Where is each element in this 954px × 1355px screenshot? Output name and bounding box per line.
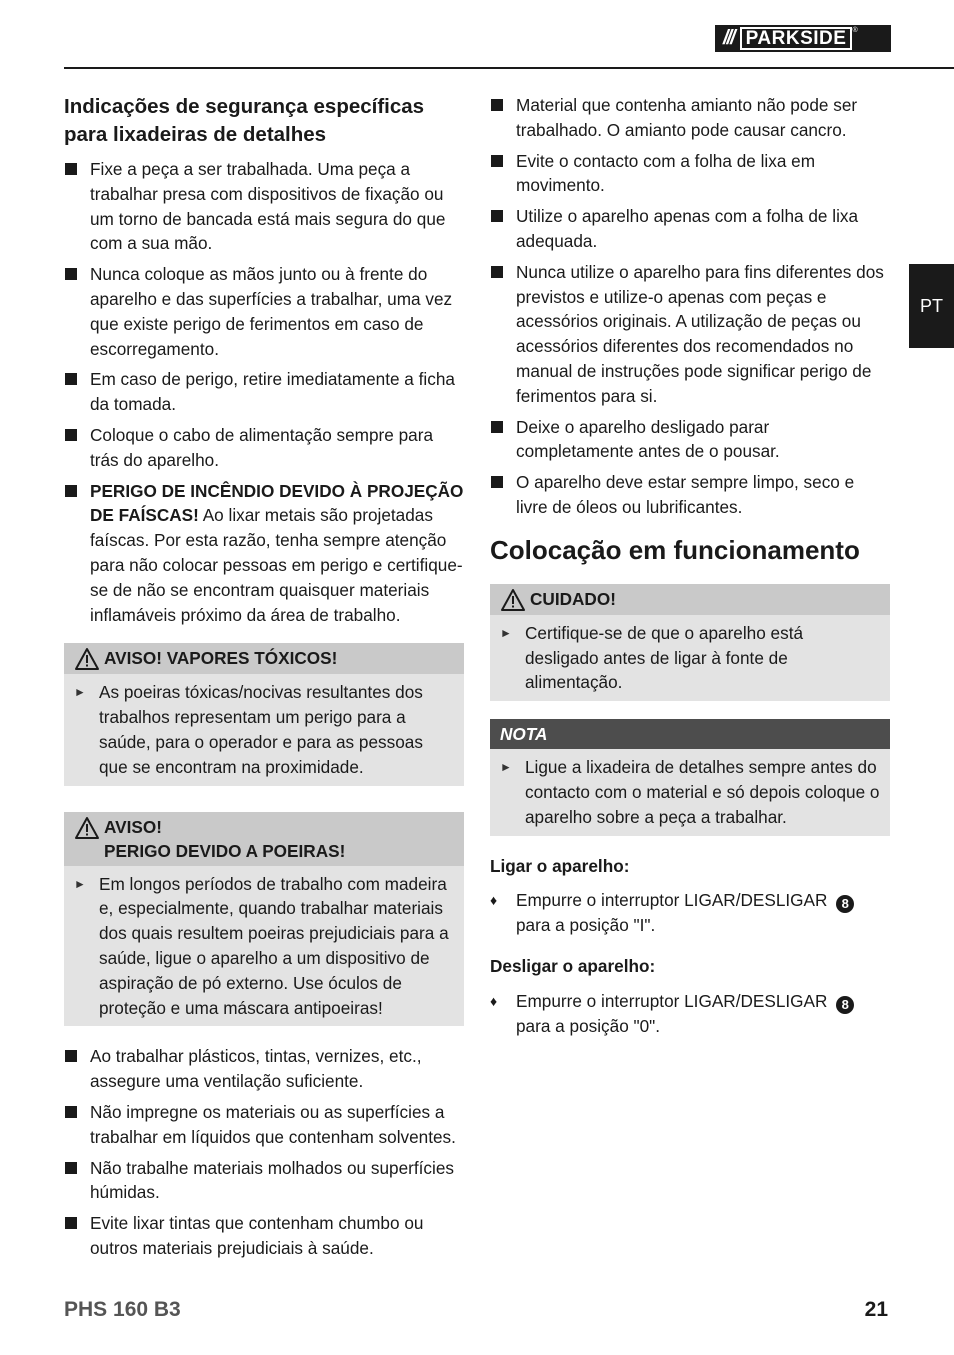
diamond-bullet-icon: ♦ bbox=[490, 892, 498, 909]
list-item-text: Não impregne os materiais ou as superfícies a trabalhar em líquidos que contenham solventes. bbox=[90, 1101, 456, 1147]
list-item bbox=[64, 1211, 464, 1261]
list-item-text: Nunca utilize o aparelho para fins diferentes dos previstos e utilize-o apenas com peças e acessórios originais. A utilização de peças ou acessórios diferentes dos recomendados no manual de instruções pode significar perigo de ferimentos para si. bbox=[516, 261, 884, 406]
warning-triangle-icon bbox=[74, 647, 100, 671]
right-column bbox=[490, 93, 890, 1045]
logo-registered: ® bbox=[852, 27, 858, 34]
list-item bbox=[74, 680, 454, 779]
list-item bbox=[64, 1100, 464, 1150]
switch-on-position: para a posição "I". bbox=[516, 915, 656, 936]
list-item-text: Evite o contacto com a folha de lixa em movimento. bbox=[516, 150, 816, 196]
list-item bbox=[64, 1044, 464, 1094]
warning-title: AVISO! PERIGO DEVIDO A POEIRAS! bbox=[104, 816, 346, 861]
caution-box-body bbox=[490, 615, 890, 701]
list-item-text: Não trabalhe materiais molhados ou superfícies húmidas. bbox=[90, 1157, 454, 1203]
diamond-bullet-icon: ♦ bbox=[490, 992, 498, 1009]
arrow-bullet-icon: ► bbox=[500, 625, 512, 640]
switch-on-heading: Ligar o aparelho: bbox=[490, 855, 630, 876]
warning-box-toxic bbox=[64, 643, 464, 785]
note-box bbox=[490, 719, 890, 835]
switch-off-text: Empurre o interruptor LIGAR/DESLIGAR bbox=[516, 990, 828, 1011]
switch-off-heading: Desligar o aparelho: bbox=[490, 956, 656, 977]
left-column bbox=[64, 93, 464, 1267]
warning-box-dust bbox=[64, 812, 464, 1027]
list-item bbox=[490, 93, 890, 143]
warning-box-header bbox=[64, 643, 464, 674]
list-item bbox=[500, 621, 880, 695]
logo-slashes: /// bbox=[723, 27, 734, 49]
note-text: Ligue a lixadeira de detalhes sempre antes do contacto com o material e só depois coloque o aparelho sobre a peça a trabalhar. bbox=[525, 757, 880, 827]
switch-on-text: Empurre o interruptor LIGAR/DESLIGAR bbox=[516, 890, 828, 911]
caution-text: Certifique-se de que o aparelho está desligado antes de ligar à fonte de alimentação. bbox=[525, 622, 804, 693]
square-bullet-icon bbox=[65, 485, 77, 497]
square-bullet-icon bbox=[491, 266, 503, 278]
part-number-badge: 8 bbox=[836, 996, 854, 1014]
switch-off-position: para a posição "0". bbox=[516, 1015, 661, 1036]
fire-warning-text: Ao lixar metais são projetadas faíscas. Por esta razão, tenha sempre atenção para não colocar pessoas em perigo e certifique-se de não se encontram quaisquer materiais inflamáveis próximo da área de trabalho. bbox=[90, 505, 463, 625]
list-item-text: Coloque o cabo de alimentação sempre para trás do aparelho. bbox=[90, 424, 434, 470]
list-item bbox=[64, 1156, 464, 1206]
list-item bbox=[64, 423, 464, 473]
list-item bbox=[490, 989, 890, 1039]
list-item bbox=[64, 262, 464, 361]
part-number-badge: 8 bbox=[836, 895, 854, 913]
list-item-text: Utilize o aparelho apenas com a folha de lixa adequada. bbox=[516, 206, 859, 251]
warning-box-body bbox=[64, 674, 464, 785]
list-item bbox=[490, 888, 890, 938]
square-bullet-icon bbox=[491, 421, 503, 433]
list-item-text: Fixe a peça a ser trabalhada. Uma peça a trabalhar presa com dispositivos de fixação ou um torno de bancada está mais segura do que com a sua mão. bbox=[90, 159, 446, 254]
list-item bbox=[490, 149, 890, 199]
caution-box-header bbox=[490, 584, 890, 615]
language-tab: PT bbox=[909, 264, 954, 348]
square-bullet-icon bbox=[65, 429, 77, 441]
warning-box-header bbox=[64, 812, 464, 866]
parkside-logo bbox=[715, 25, 891, 52]
note-title: NOTA bbox=[500, 724, 548, 745]
list-item bbox=[490, 415, 890, 465]
list-item bbox=[500, 755, 880, 829]
list-item bbox=[490, 260, 890, 409]
caution-title: CUIDADO! bbox=[530, 588, 616, 609]
square-bullet-icon bbox=[491, 155, 503, 167]
arrow-bullet-icon: ► bbox=[74, 685, 86, 700]
square-bullet-icon bbox=[491, 99, 503, 111]
note-box-header bbox=[490, 719, 890, 749]
list-item-text: Material que contenha amianto não pode ser trabalhado. O amianto pode causar cancro. bbox=[516, 95, 858, 140]
warning-text: As poeiras tóxicas/nocivas resultantes dos trabalhos representam um perigo para a saúde, para o operador e para as pessoas que se encontram na proximidade. bbox=[99, 682, 423, 777]
square-bullet-icon bbox=[65, 1106, 77, 1118]
square-bullet-icon bbox=[65, 268, 77, 280]
list-item bbox=[490, 470, 890, 520]
warning-triangle-icon bbox=[74, 816, 100, 840]
list-item-fire-warning bbox=[64, 479, 464, 628]
warning-box-body bbox=[64, 866, 464, 1027]
warning-title: AVISO! VAPORES TÓXICOS! bbox=[104, 648, 338, 669]
list-item-text: Nunca coloque as mãos junto ou à frente do aparelho e das superfícies a trabalhar, uma vez que existe perigo de ferimentos em caso de escorregamento. bbox=[90, 264, 453, 359]
warning-text: Em longos períodos de trabalho com madeira e, especialmente, quando trabalhar materiais dos quais resultem poeiras prejudiciais para a saúde, ligue o aparelho a um dispositivo de aspiração de pó externo. Use óculos de proteção e uma máscara antipoeiras! bbox=[99, 873, 449, 1018]
caution-box bbox=[490, 584, 890, 701]
square-bullet-icon bbox=[65, 1217, 77, 1229]
list-item bbox=[74, 872, 454, 1021]
list-item-text: O aparelho deve estar sempre limpo, seco e livre de óleos ou lubrificantes. bbox=[516, 472, 855, 517]
list-item-text: Ao trabalhar plásticos, tintas, vernizes, etc., assegure uma ventilação suficiente. bbox=[90, 1046, 422, 1092]
square-bullet-icon bbox=[491, 210, 503, 222]
list-item-text: Evite lixar tintas que contenham chumbo ou outros materiais prejudiciais à saúde. bbox=[90, 1213, 424, 1258]
section-heading-safety: Indicações de segurança específicas para lixadeiras de detalhes bbox=[64, 95, 425, 146]
page-number: 21 bbox=[864, 1298, 888, 1321]
list-item-text: Deixe o aparelho desligado parar completamente antes de o pousar. bbox=[516, 416, 780, 462]
square-bullet-icon bbox=[65, 1162, 77, 1174]
section-heading-operation: Colocação em funcionamento bbox=[490, 534, 860, 565]
logo-brand: PARKSIDE bbox=[740, 27, 853, 50]
footer-model: PHS 160 B3 bbox=[64, 1298, 181, 1321]
note-box-body bbox=[490, 749, 890, 835]
square-bullet-icon bbox=[491, 476, 503, 488]
square-bullet-icon bbox=[65, 1050, 77, 1062]
warning-triangle-icon bbox=[500, 588, 526, 612]
list-item bbox=[64, 367, 464, 417]
square-bullet-icon bbox=[65, 373, 77, 385]
square-bullet-icon bbox=[65, 163, 77, 175]
arrow-bullet-icon: ► bbox=[500, 760, 512, 775]
header-rule bbox=[64, 67, 954, 69]
list-item bbox=[490, 204, 890, 254]
list-item-text: Em caso de perigo, retire imediatamente a ficha da tomada. bbox=[90, 369, 455, 415]
arrow-bullet-icon: ► bbox=[74, 876, 86, 891]
fire-warning-bold: PERIGO DE INCÊNDIO DEVIDO À PROJEÇÃO DE FAÍSCAS! bbox=[90, 480, 464, 526]
list-item bbox=[64, 157, 464, 256]
